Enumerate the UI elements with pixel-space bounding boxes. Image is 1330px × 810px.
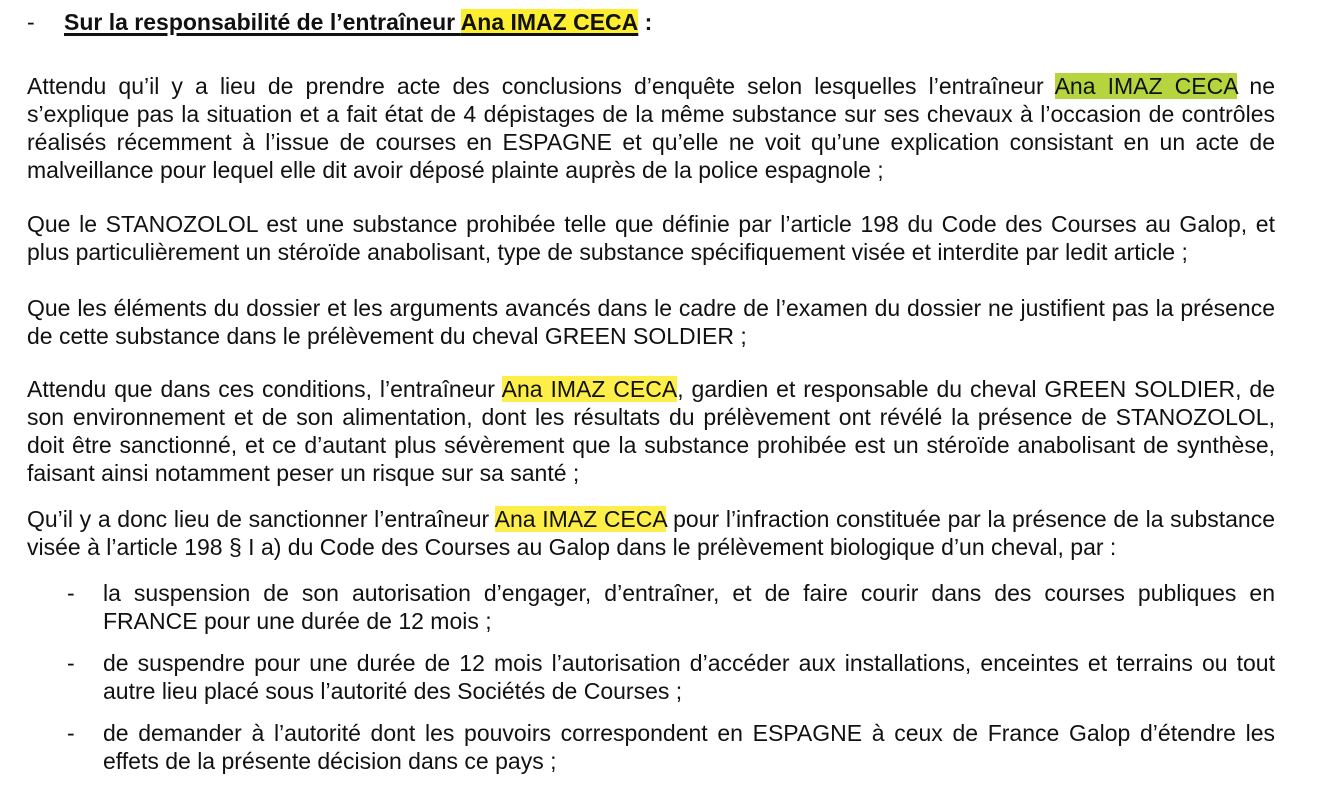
highlighted-trainer-name: Ana IMAZ CECA xyxy=(460,9,639,35)
list-item-suspension-acces xyxy=(67,649,1275,705)
heading-dash: - xyxy=(27,9,35,35)
text-segment: Qu’il y a donc lieu de sanctionner l’entraîneur xyxy=(27,506,495,532)
section-heading xyxy=(27,8,1275,36)
list-item-text: la suspension de son autorisation d’engager, d’entraîner, et de faire courir dans des courses publiques en FRANCE pour une durée de 12 mois ; xyxy=(103,580,1275,634)
paragraph-attendu-conditions xyxy=(27,375,1275,487)
text-segment: , gardien et responsable du cheval GREEN SOLDIER, de son environnement et de son alimentation, dont les résultats du prélèvement ont révélé la présence de STANOZOLOL, doit être sanctionné, et ce d’autant plus sévèrement que la substance prohibée est un stéroïde anabolisant de synthèse, faisant ainsi notamment peser un risque sur sa santé ; xyxy=(27,376,1275,486)
text-segment: pour l’infraction constituée par la présence de la substance visée à l’article 198 § I a) du Code des Courses au Galop dans le prélèvement biologique d’un cheval, par : xyxy=(27,506,1276,560)
highlighted-trainer-name: Ana IMAZ CECA xyxy=(501,376,678,402)
highlighted-trainer-name: Ana IMAZ CECA xyxy=(1054,73,1238,99)
text-segment: Attendu qu’il y a lieu de prendre acte des conclusions d’enquête selon lesquelles l’entraîneur xyxy=(27,73,1055,99)
text-segment: Que le STANOZOLOL est une substance prohibée telle que définie par l’article 198 du Code des Courses au Galop, et plus particulièrement un stéroïde anabolisant, type de substance spécifiquement visée et interdite par ledit article ; xyxy=(27,211,1275,265)
text-segment: ne s’explique pas la situation et a fait état de 4 dépistages de la même substance sur ses chevaux à l’occasion de contrôles réalisés récemment à l’issue de courses en ESPAGNE et qu’elle ne voit qu’une explication consistant en un acte de malveillance pour lequel elle dit avoir déposé plainte auprès de la police espagnole ; xyxy=(27,73,1275,183)
list-item-dash: - xyxy=(67,650,75,676)
list-item-dash: - xyxy=(67,580,75,606)
text-segment: Attendu que dans ces conditions, l’entraîneur xyxy=(27,376,502,402)
heading-colon: : xyxy=(638,9,653,35)
text-segment: Que les éléments du dossier et les arguments avancés dans le cadre de l’examen du dossier ne justifient pas la présence de cette substance dans le prélèvement du cheval GREEN SOLDIER ; xyxy=(27,295,1275,349)
paragraph-sanction-intro xyxy=(27,505,1275,561)
list-item-text: de demander à l’autorité dont les pouvoirs correspondent en ESPAGNE à ceux de France Galop d’étendre les effets de la présente décision dans ce pays ; xyxy=(103,720,1275,774)
paragraph-elements-dossier xyxy=(27,294,1275,350)
list-item-suspension-france xyxy=(67,579,1275,635)
list-item-extension-espagne xyxy=(67,719,1275,775)
heading-text: Sur la responsabilité de l’entraîneur xyxy=(64,9,461,35)
list-item-text: de suspendre pour une durée de 12 mois l’autorisation d’accéder aux installations, enceintes et terrains ou tout autre lieu placé sous l’autorité des Sociétés de Courses ; xyxy=(103,650,1275,704)
paragraph-stanozolol xyxy=(27,210,1275,266)
highlighted-trainer-name: Ana IMAZ CECA xyxy=(494,506,667,532)
list-item-dash: - xyxy=(67,720,75,746)
paragraph-attendu-conclusions xyxy=(27,72,1275,184)
heading-body xyxy=(64,8,652,36)
